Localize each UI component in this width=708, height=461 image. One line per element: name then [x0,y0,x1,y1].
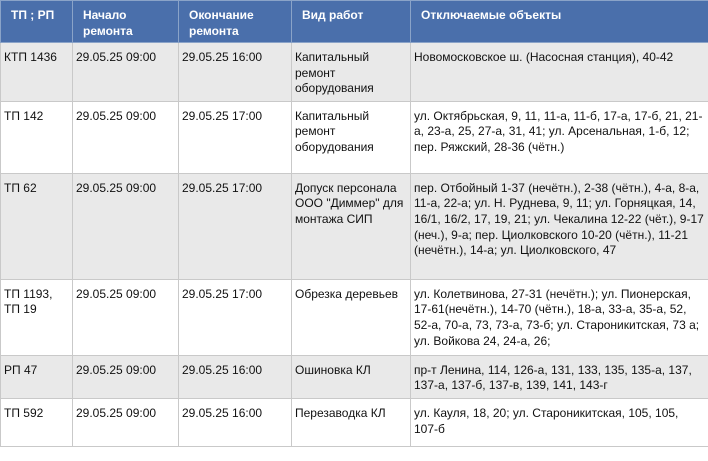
cell-work-type: Капитальный ремонт оборудования [292,43,411,102]
table-row [1,173,708,279]
cell-work-type: Обрезка деревьев [292,279,411,355]
header-repair-start: Начало ремонта [73,1,179,43]
cell-work-type: Ошиновка КЛ [292,355,411,398]
header-repair-end: Окончание ремонта [179,1,292,43]
cell-repair-end: 29.05.25 17:00 [179,101,292,173]
cell-repair-end: 29.05.25 17:00 [179,279,292,355]
cell-work-type: Допуск персонала ООО "Диммер" для монтажа СИП [292,173,411,279]
cell-work-type: Капитальный ремонт оборудования [292,101,411,173]
cell-affected-objects: ул. Октябрьская, 9, 11, 11-а, 11-б, 17-а, 17-б, 21, 21-а, 23-а, 25, 27-а, 31, 41; ул. Арсенальная, 1-б, 12; пер. Ряжский, 28-36 (чётн.) [411,101,708,173]
cell-substation: КТП 1436 [1,43,73,102]
header-work-type: Вид работ [292,1,411,43]
header-substation: ТП ; РП [1,1,73,43]
cell-repair-end: 29.05.25 16:00 [179,355,292,398]
cell-repair-start: 29.05.25 09:00 [73,101,179,173]
cell-affected-objects: Новомосковское ш. (Насосная станция), 40-42 [411,43,708,102]
cell-repair-start: 29.05.25 09:00 [73,355,179,398]
cell-affected-objects: ул. Колетвинова, 27-31 (нечётн.); ул. Пионерская, 17-61(нечётн.), 14-70 (чётн.), 18-а, 33-а, 35-а, 52, 52-а, 70-а, 73, 73-а, 73-б; ул. Староникитская, 73 а; ул. Войкова 24, 24-а, 26; [411,279,708,355]
cell-repair-end: 29.05.25 17:00 [179,173,292,279]
cell-substation: ТП 592 [1,398,73,446]
table-row [1,101,708,173]
table-row [1,279,708,355]
table-row [1,43,708,102]
cell-substation: РП 47 [1,355,73,398]
cell-repair-end: 29.05.25 16:00 [179,398,292,446]
table-row [1,355,708,398]
cell-substation: ТП 1193, ТП 19 [1,279,73,355]
cell-substation: ТП 142 [1,101,73,173]
cell-affected-objects: ул. Кауля, 18, 20; ул. Староникитская, 105, 105, 107-б [411,398,708,446]
cell-affected-objects: пер. Отбойный 1-37 (нечётн.), 2-38 (чётн.), 4-а, 8-а, 11-а, 22-а; ул. Н. Руднева, 9, 11; ул. Горняцкая, 14, 16/1, 16/2, 17, 19, 21; ул. Чекалина 12-22 (чёт.), 9-17 (неч.), 9-а; пер. Циолковского 10-20 (чётн.), 11-21 (нечётн.), 14-а; ул. Циолковского, 47 [411,173,708,279]
cell-work-type: Перезаводка КЛ [292,398,411,446]
table-header-row [1,1,708,43]
cell-repair-start: 29.05.25 09:00 [73,279,179,355]
header-affected-objects: Отключаемые объекты [411,1,708,43]
cell-affected-objects: пр-т Ленина, 114, 126-а, 131, 133, 135, 135-а, 137, 137-а, 137-б, 137-в, 139, 141, 143-г [411,355,708,398]
cell-repair-start: 29.05.25 09:00 [73,398,179,446]
cell-repair-start: 29.05.25 09:00 [73,43,179,102]
cell-substation: ТП 62 [1,173,73,279]
cell-repair-start: 29.05.25 09:00 [73,173,179,279]
cell-repair-end: 29.05.25 16:00 [179,43,292,102]
table-row [1,398,708,446]
